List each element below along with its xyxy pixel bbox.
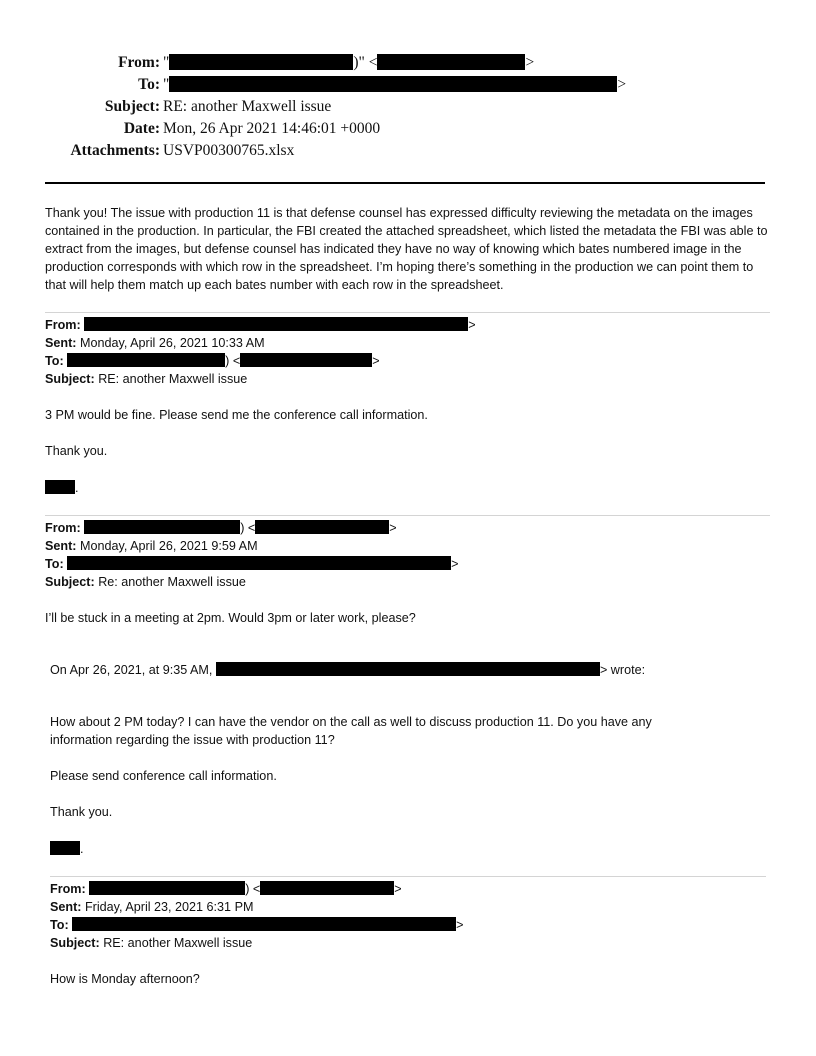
bracket-end: > <box>451 557 459 571</box>
quote-open: " <box>163 76 170 93</box>
subject-value: RE: another Maxwell issue <box>98 372 248 386</box>
quoted-body: How about 2 PM today? I can have the vendor on the call as well to discuss production 11. Do you have any information regarding the issue with production 11? <box>50 715 652 747</box>
redaction-box <box>72 917 456 931</box>
email1-subject <box>45 370 247 388</box>
email3-subject <box>50 934 252 952</box>
quoted-closing: Thank you. <box>50 805 113 819</box>
redaction-box <box>67 556 451 570</box>
header-attachments-value: USVP00300765.xlsx <box>163 142 295 159</box>
to-label: To: <box>45 354 64 368</box>
subject-label: Subject: <box>45 575 95 589</box>
email3-from <box>50 880 402 898</box>
redaction-box <box>260 881 394 895</box>
quoted-intro-end: > wrote: <box>599 663 646 677</box>
bracket-end: > <box>394 882 402 896</box>
thread-divider <box>50 876 766 877</box>
header-to-label: To: <box>138 76 160 93</box>
email2-to <box>45 555 459 573</box>
redaction-box <box>45 480 75 494</box>
email1-to <box>45 352 380 370</box>
signature-period: . <box>80 842 84 856</box>
bracket-mid: ) < <box>245 882 261 896</box>
sent-label: Sent: <box>50 900 82 914</box>
signature-period: . <box>75 481 79 495</box>
email3-to <box>50 916 464 934</box>
subject-value: Re: another Maxwell issue <box>98 575 246 589</box>
email2-body-line: I’ll be stuck in a meeting at 2pm. Would 3pm or later work, please? <box>45 611 416 625</box>
redaction-box <box>216 662 600 676</box>
main-message: Thank you! The issue with production 11 is that defense counsel has expressed difficulty reviewing the metadata on the images contained in the production. In particular, the FBI created the attached spreadsheet, which listed the metadata the FBI was able to extract from the images, but defense counsel has indicated they have no way of knowing which bates numbered image in the production corresponds with which row in the spreadsheet. I’m hoping there’s something in the production we can point them to that will help them match up each bates number with each row in the spreadsheet. <box>45 206 768 292</box>
bracket-end: > <box>468 318 476 332</box>
thread-divider <box>45 312 770 313</box>
bracket-end: > <box>456 918 464 932</box>
email2-subject <box>45 573 246 591</box>
from-label: From: <box>45 521 81 535</box>
sent-value: Monday, April 26, 2021 9:59 AM <box>79 539 258 553</box>
sent-value: Friday, April 23, 2021 6:31 PM <box>84 900 254 914</box>
from-label: From: <box>45 318 81 332</box>
email1-closing: Thank you. <box>45 444 108 458</box>
email3-body-line: How is Monday afternoon? <box>50 972 200 986</box>
subject-value: RE: another Maxwell issue <box>103 936 253 950</box>
header-attachments-label: Attachments: <box>70 142 160 159</box>
to-label: To: <box>50 918 69 932</box>
from-label: From: <box>50 882 86 896</box>
email1-sent <box>45 334 265 352</box>
email1-from <box>45 316 476 334</box>
sent-label: Sent: <box>45 539 77 553</box>
sent-value: Monday, April 26, 2021 10:33 AM <box>79 336 265 350</box>
redaction-box <box>255 520 389 534</box>
email2-from <box>45 519 397 537</box>
redaction-box <box>50 841 80 855</box>
email1-body-line: 3 PM would be fine. Please send me the conference call information. <box>45 408 428 422</box>
quoted-intro <box>50 661 645 679</box>
redaction-box <box>84 520 240 534</box>
bracket-end: > <box>389 521 397 535</box>
quoted-intro-start: On Apr 26, 2021, at 9:35 AM, <box>50 663 213 677</box>
quote-open: " <box>163 54 170 71</box>
bracket-mid: ) < <box>225 354 241 368</box>
email2-sent <box>45 537 258 555</box>
quote-close: )" < <box>353 54 378 71</box>
subject-label: Subject: <box>45 372 95 386</box>
subject-label: Subject: <box>50 936 100 950</box>
email1-signature <box>45 479 79 497</box>
header-date-label: Date: <box>123 120 160 137</box>
email3-sent <box>50 898 253 916</box>
header-subject-value: RE: another Maxwell issue <box>163 98 332 115</box>
redaction-box <box>84 317 468 331</box>
bracket-end: > <box>372 354 380 368</box>
redaction-box <box>89 881 245 895</box>
header-from-label: From: <box>118 54 160 71</box>
bracket-mid: ) < <box>240 521 256 535</box>
bracket-end: > <box>617 76 627 93</box>
header-subject-label: Subject: <box>104 98 160 115</box>
quoted-request: Please send conference call information. <box>50 769 277 783</box>
thread-divider <box>45 515 770 516</box>
to-label: To: <box>45 557 64 571</box>
sent-label: Sent: <box>45 336 77 350</box>
redaction-box <box>240 353 372 367</box>
quoted-signature <box>50 840 84 858</box>
header-date-value: Mon, 26 Apr 2021 14:46:01 +0000 <box>163 120 381 137</box>
bracket-end: > <box>525 54 535 71</box>
redaction-box <box>67 353 225 367</box>
